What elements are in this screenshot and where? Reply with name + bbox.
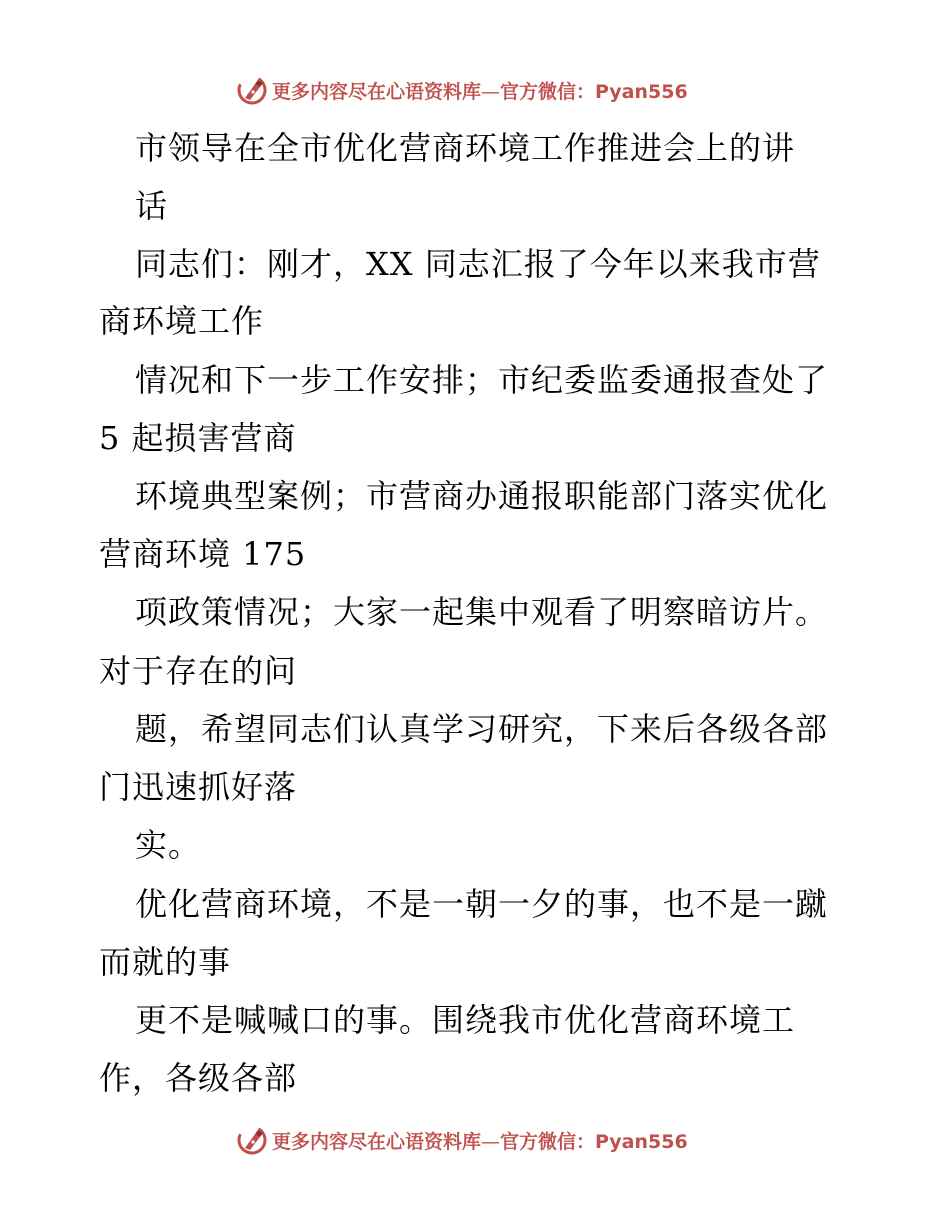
paragraph-line: 题，希望同志们认真学习研究，下来后各级各部 <box>135 710 829 748</box>
paragraph-line: 优化营商环境，不是一朝一夕的事，也不是一蹴 <box>135 885 829 923</box>
footer-banner-main-text: 更多内容尽在心语资料库 <box>272 1130 482 1153</box>
header-banner <box>236 72 688 108</box>
footer-banner-contact-text: 官方微信：Pyan556 <box>500 1130 688 1153</box>
header-banner-main-text: 更多内容尽在心语资料库 <box>272 80 482 103</box>
footer-banner <box>236 1122 688 1158</box>
paragraph-line: 同志们：刚才，XX 同志汇报了今年以来我市营 <box>135 245 821 283</box>
paragraph-line: 环境典型案例；市营商办通报职能部门落实优化 <box>135 477 829 515</box>
header-banner-contact-text: 官方微信：Pyan556 <box>500 80 688 103</box>
paragraph-line: 情况和下一步工作安排；市纪委监委通报查处了 <box>135 361 829 399</box>
paragraph-line: 作，各级各部 <box>99 1059 298 1097</box>
paragraph-line: 营商环境 175 <box>99 535 307 573</box>
footer-banner-separator: — <box>481 1130 501 1153</box>
header-banner-separator: — <box>481 80 501 103</box>
document-title-line: 市领导在全市优化营商环境工作推进会上的讲 <box>135 129 796 167</box>
paragraph-line: 门迅速抓好落 <box>99 768 298 806</box>
paragraph-line: 而就的事 <box>99 943 232 981</box>
pen-nib-logo-icon <box>236 74 268 106</box>
paragraph-line: 项政策情况；大家一起集中观看了明察暗访片。 <box>135 593 829 631</box>
document-title-line: 话 <box>135 187 169 225</box>
paragraph-line: 5 起损害营商 <box>99 419 297 457</box>
paragraph-line: 商环境工作 <box>99 302 265 340</box>
paragraph-line: 实。 <box>135 826 202 864</box>
paragraph-line: 对于存在的问 <box>99 652 298 690</box>
pen-nib-logo-icon <box>236 1124 268 1156</box>
paragraph-line: 更不是喊喊口的事。围绕我市优化营商环境工 <box>135 1001 796 1039</box>
